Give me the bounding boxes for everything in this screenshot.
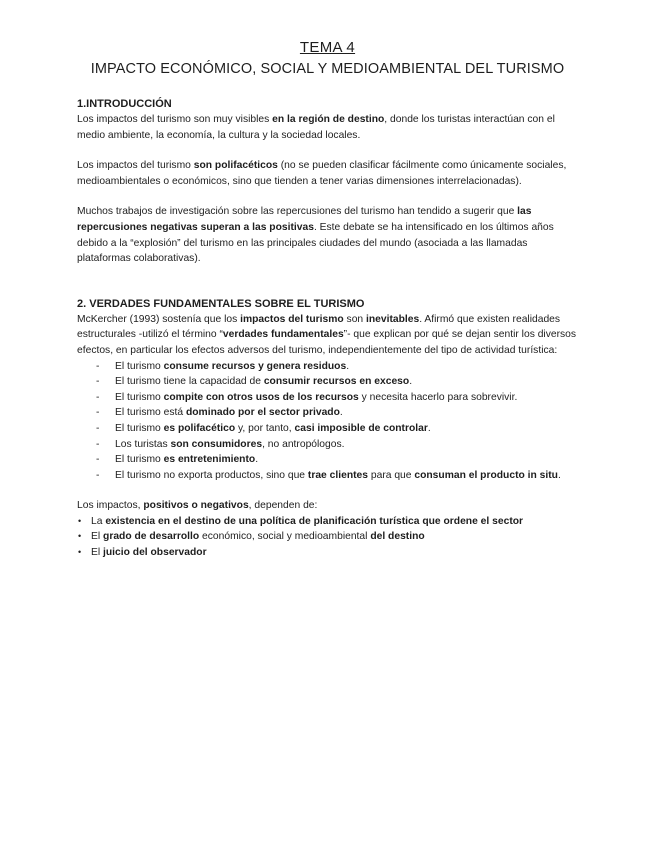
list-item: • El grado de desarrollo económico, social y medioambiental del destino [78, 531, 425, 543]
list-item: - El turismo tiene la capacidad de consumir recursos en exceso. [96, 376, 413, 388]
paragraph-verdades-intro: McKercher (1993) sostenía que los impactos del turismo son inevitables. Afirmó que existen realidades estructurales -utilizó el término “verdades fundamentales”- que explican por qué se dejan sentir los diversos efectos, en particular los efectos adversos del turismo, independientemente del tipo de actividad turística: [77, 313, 577, 356]
list-item: - Los turistas son consumidores, no antropólogos. [96, 438, 345, 450]
list-item: - El turismo no exporta productos, sino que trae clientes para que consuman el producto in situ. [96, 469, 561, 481]
section-heading-verdades: 2. VERDADES FUNDAMENTALES SOBRE EL TURISMO [77, 297, 365, 310]
paragraph-intro-2: Los impactos del turismo son polifacéticos (no se pueden clasificar fácilmente como únicamente sociales, medioambientales o económicos, sino que tienden a tener varias dimensiones interrelacionadas). [77, 160, 567, 187]
section-heading-introduccion: 1.INTRODUCCIÓN [77, 98, 172, 110]
list-item: - El turismo es entretenimiento. [96, 454, 259, 466]
list-item: - El turismo está dominado por el sector privado. [96, 407, 343, 419]
document-subtitle: IMPACTO ECONÓMICO, SOCIAL Y MEDIOAMBIENTAL DEL TURISMO [90, 61, 565, 77]
list-item: - El turismo es polifacético y, por tanto, casi imposible de controlar. [96, 422, 431, 434]
paragraph-intro-3: Muchos trabajos de investigación sobre las repercusiones del turismo han tendido a sugerir que las repercusiones negativas superan a las positivas. Este debate se ha intensificado en los últimos años debido a la “explosión” del turismo en las principales ciudades del mundo (asociada a las llamadas plataformas colaborativas). [77, 206, 554, 265]
paragraph-intro-1: Los impactos del turismo son muy visibles en la región de destino, donde los turistas interactúan con el medio ambiente, la economía, la cultura y la sociedad locales. [77, 114, 555, 141]
paragraph-impactos-dependen: Los impactos, positivos o negativos, dependen de: [77, 500, 318, 512]
verdades-list [77, 359, 577, 484]
document-title: TEMA 4 [299, 39, 356, 56]
list-item: - El turismo consume recursos y genera residuos. [96, 360, 350, 372]
document-body [77, 97, 577, 561]
factores-list [77, 514, 577, 561]
list-item: - El turismo compite con otros usos de los recursos y necesita hacerlo para sobrevivir. [96, 391, 518, 403]
list-item: • La existencia en el destino de una política de planificación turística que ordene el sector [78, 515, 524, 527]
list-item: • El juicio del observador [78, 547, 207, 559]
